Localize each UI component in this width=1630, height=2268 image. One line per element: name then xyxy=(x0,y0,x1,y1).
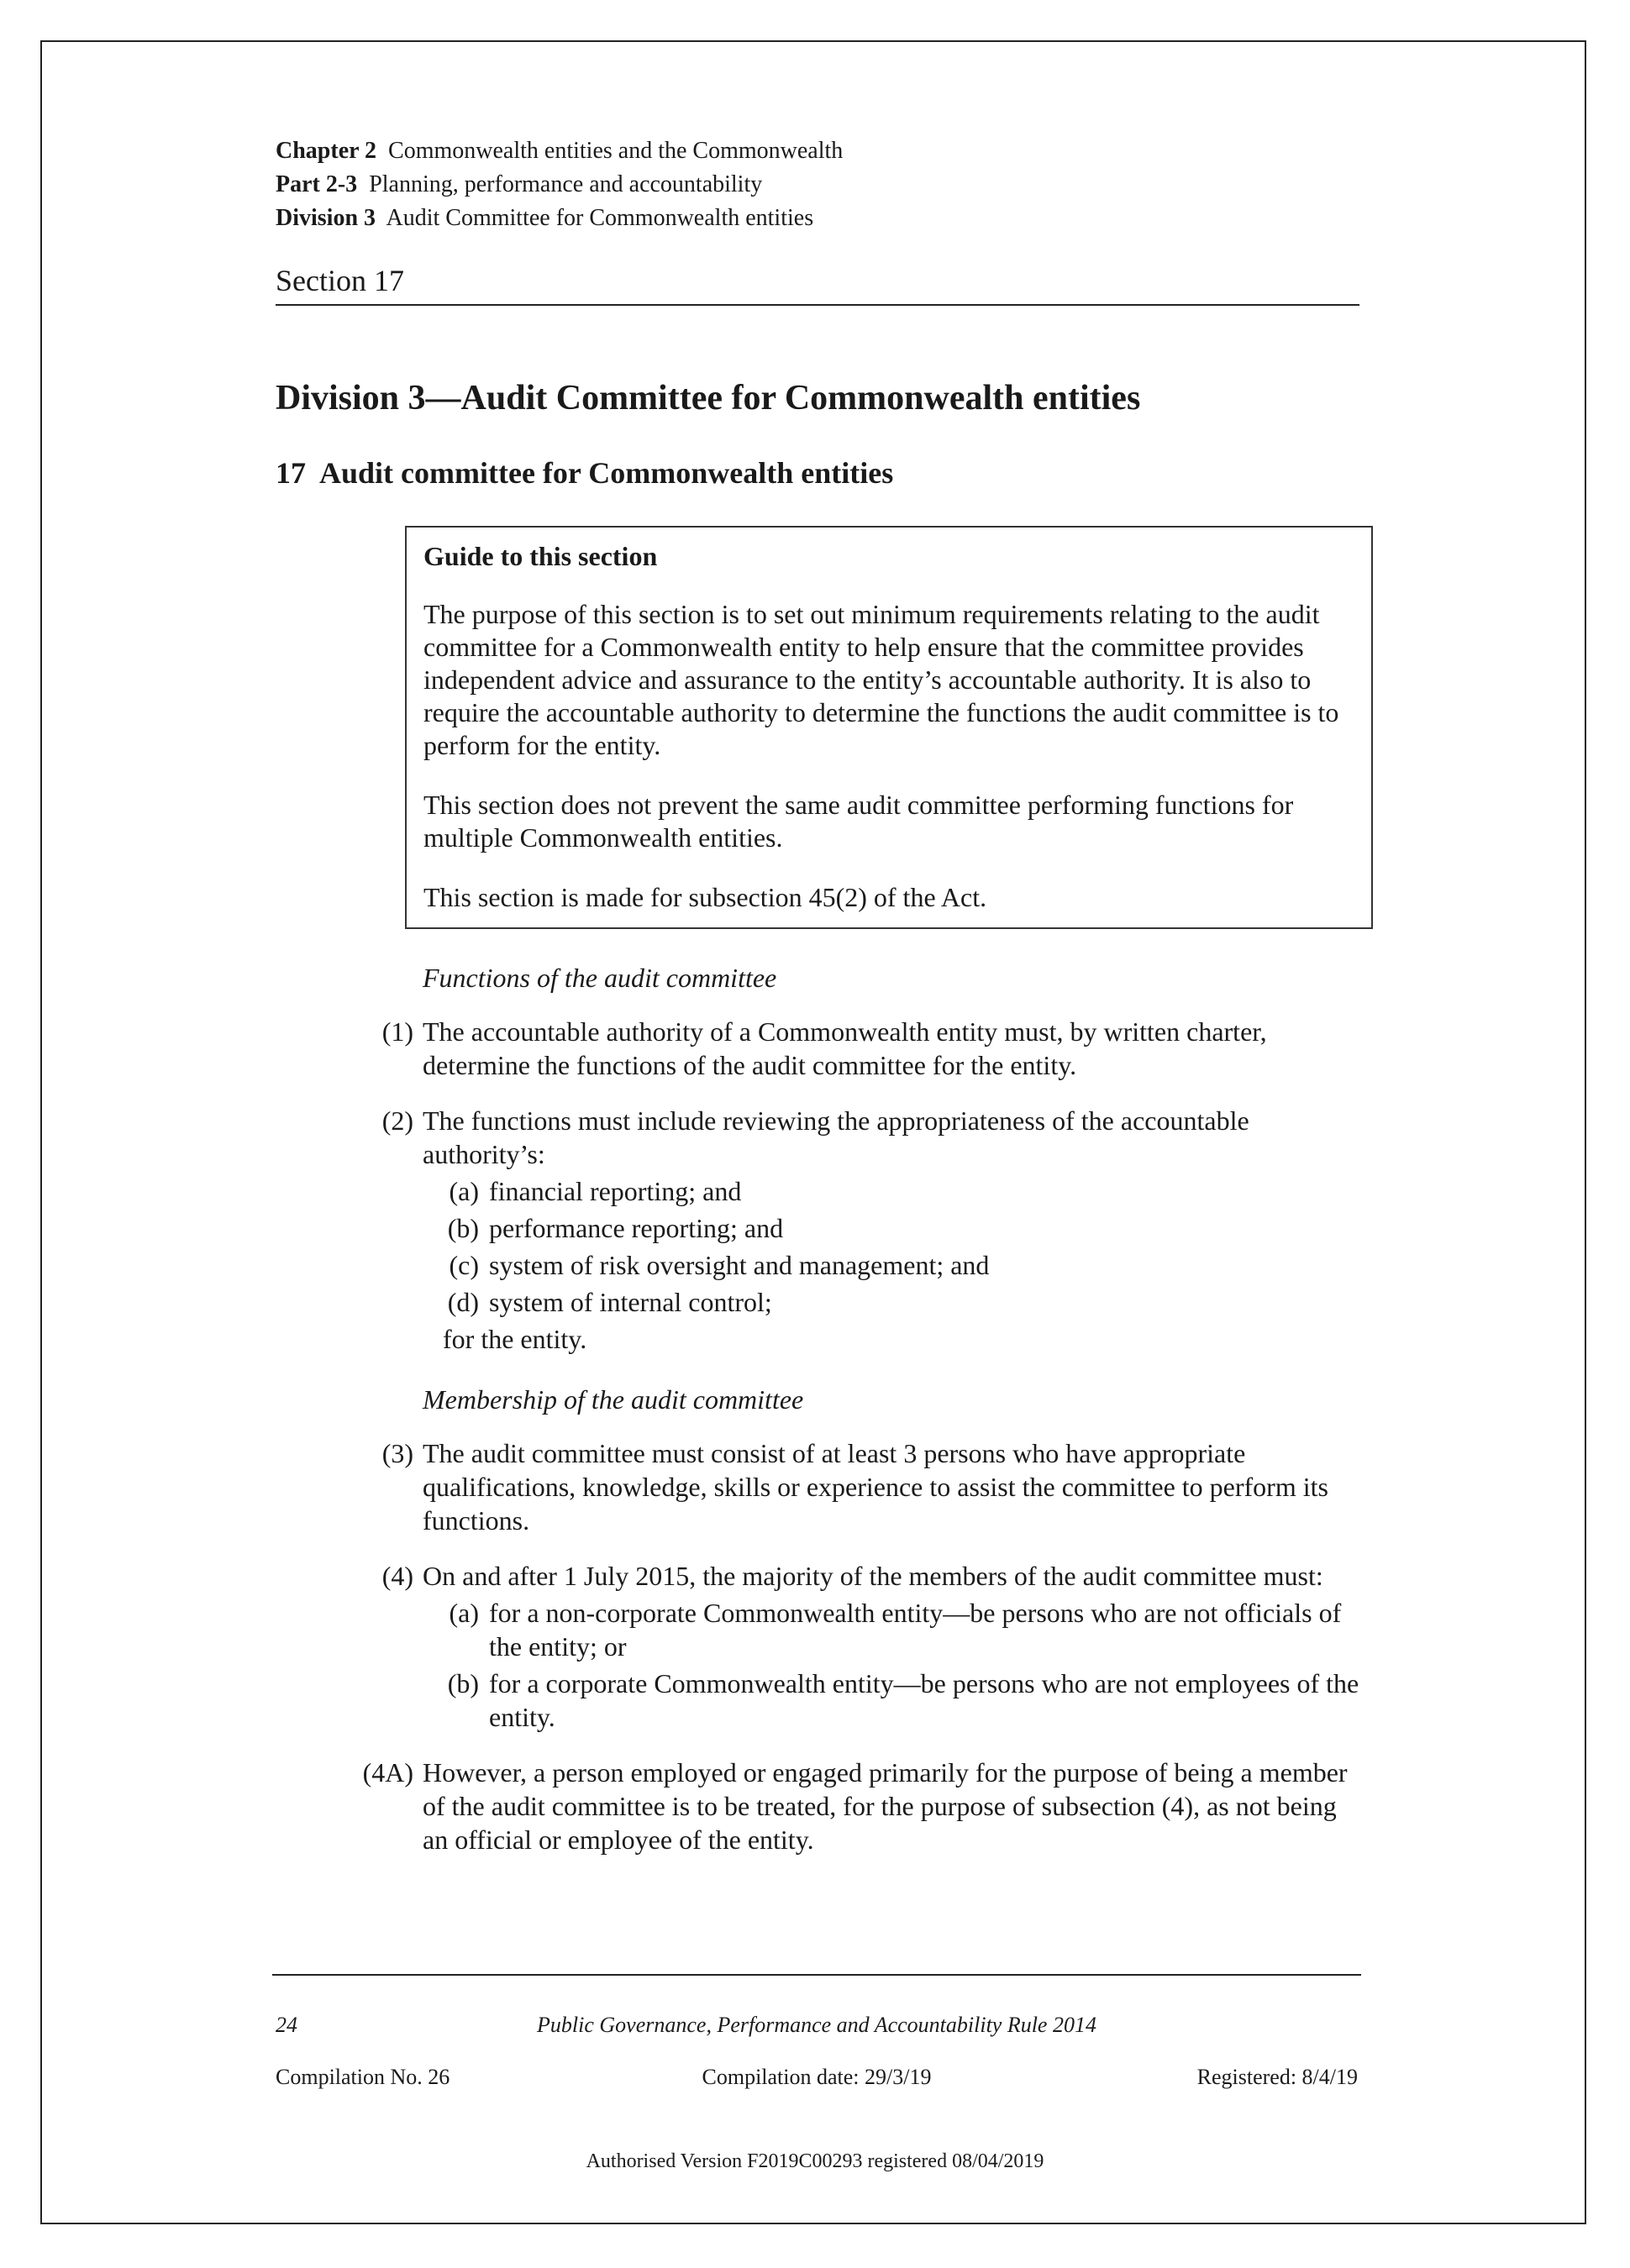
authorised-version: Authorised Version F2019C00293 registered 08/04/2019 xyxy=(586,2150,1044,2172)
registered-date: Registered: 8/4/19 xyxy=(1196,2065,1358,2089)
subsection-number: (4) xyxy=(381,1561,413,1591)
subsection-4 xyxy=(276,1559,1359,1593)
page-number: 24 xyxy=(276,2013,297,2037)
page-content xyxy=(276,134,1359,1856)
footer-compilation-row xyxy=(272,2065,1361,2098)
chapter-header xyxy=(276,134,1359,168)
chapter-text: Commonwealth entities and the Commonwealth xyxy=(388,138,844,164)
guide-paragraph: This section does not prevent the same audit committee performing functions for multiple Commonwealth entities. xyxy=(423,790,1294,853)
division-label: Division 3 xyxy=(276,205,376,231)
paragraph-number: (c) xyxy=(449,1250,479,1280)
part-text: Planning, performance and accountability xyxy=(369,171,763,197)
subsection-text: On and after 1 July 2015, the majority of the members of the audit committee must: xyxy=(423,1561,1323,1591)
guide-paragraph: This section is made for subsection 45(2) of the Act. xyxy=(423,882,987,912)
paragraph-a xyxy=(276,1596,1359,1663)
paragraph-text: system of internal control; xyxy=(489,1287,772,1317)
subsection-number: (4A) xyxy=(362,1757,413,1788)
paragraph-b xyxy=(276,1667,1359,1734)
paragraph-d xyxy=(276,1285,1359,1319)
subsection-4a xyxy=(276,1756,1359,1856)
subsection-number: (1) xyxy=(381,1016,413,1047)
subsection-2 xyxy=(276,1104,1359,1171)
subsection-tail: for the entity. xyxy=(443,1324,587,1354)
guide-paragraph: The purpose of this section is to set out minimum requirements relating to the audit committee for a Commonwealth entity to help ensure that the committee provides independent advice and assurance to the entity’s accountable authority. It is also to require the accountable authority to determine the functions the audit committee is to perform for the entity. xyxy=(423,599,1339,760)
functions-heading: Functions of the audit committee xyxy=(423,963,777,993)
paragraph-a xyxy=(276,1174,1359,1208)
subsection-text: The functions must include reviewing the appropriateness of the accountable authority’s: xyxy=(423,1105,1249,1169)
chapter-label: Chapter 2 xyxy=(276,138,377,164)
paragraph-text: for a corporate Commonwealth entity—be persons who are not employees of the entity. xyxy=(489,1668,1359,1732)
division-title: Division 3—Audit Committee for Commonwealth entities xyxy=(276,379,1141,417)
paragraph-number: (a) xyxy=(449,1176,479,1206)
footer-title-row xyxy=(272,2013,1361,2046)
footer-title: Public Governance, Performance and Accountability Rule 2014 xyxy=(537,2013,1096,2037)
compilation-number: Compilation No. 26 xyxy=(276,2065,450,2089)
part-header xyxy=(276,168,1359,202)
subsection-3 xyxy=(276,1436,1359,1537)
paragraph-number: (b) xyxy=(447,1213,479,1243)
guide-title: Guide to this section xyxy=(423,541,658,571)
page-footer xyxy=(272,1974,1361,2098)
subsection-1 xyxy=(276,1015,1359,1082)
paragraph-number: (a) xyxy=(449,1598,479,1628)
subsection-number: (2) xyxy=(381,1105,413,1136)
division-text: Audit Committee for Commonwealth entities xyxy=(386,205,814,231)
part-label: Part 2-3 xyxy=(276,171,358,197)
paragraph-number: (b) xyxy=(447,1668,479,1698)
subsection-text: The accountable authority of a Commonwealth entity must, by written charter, determine the functions of the audit committee for the entity. xyxy=(423,1016,1267,1080)
subsection-text: The audit committee must consist of at least 3 persons who have appropriate qualifications, knowledge, skills or experience to assist the committee to perform its functions. xyxy=(423,1438,1328,1536)
membership-heading: Membership of the audit committee xyxy=(423,1384,804,1415)
paragraph-text: system of risk oversight and management; and xyxy=(489,1250,990,1280)
paragraph-number: (d) xyxy=(447,1287,479,1317)
section-title: 17 Audit committee for Commonwealth entities xyxy=(276,456,894,490)
guide-box xyxy=(405,526,1373,929)
division-header xyxy=(276,202,1359,235)
compilation-date: Compilation date: 29/3/19 xyxy=(702,2065,932,2089)
subsection-text: However, a person employed or engaged primarily for the purpose of being a member of the audit committee is to be treated, for the purpose of subsection (4), as not being an official or employee of the entity. xyxy=(423,1757,1348,1855)
paragraph-text: financial reporting; and xyxy=(489,1176,742,1206)
paragraph-b xyxy=(276,1211,1359,1245)
paragraph-text: for a non-corporate Commonwealth entity—be persons who are not officials of the entity; or xyxy=(489,1598,1342,1662)
section-label: Section 17 xyxy=(276,260,1359,306)
subsection-number: (3) xyxy=(381,1438,413,1468)
paragraph-c xyxy=(276,1248,1359,1282)
paragraph-text: performance reporting; and xyxy=(489,1213,784,1243)
